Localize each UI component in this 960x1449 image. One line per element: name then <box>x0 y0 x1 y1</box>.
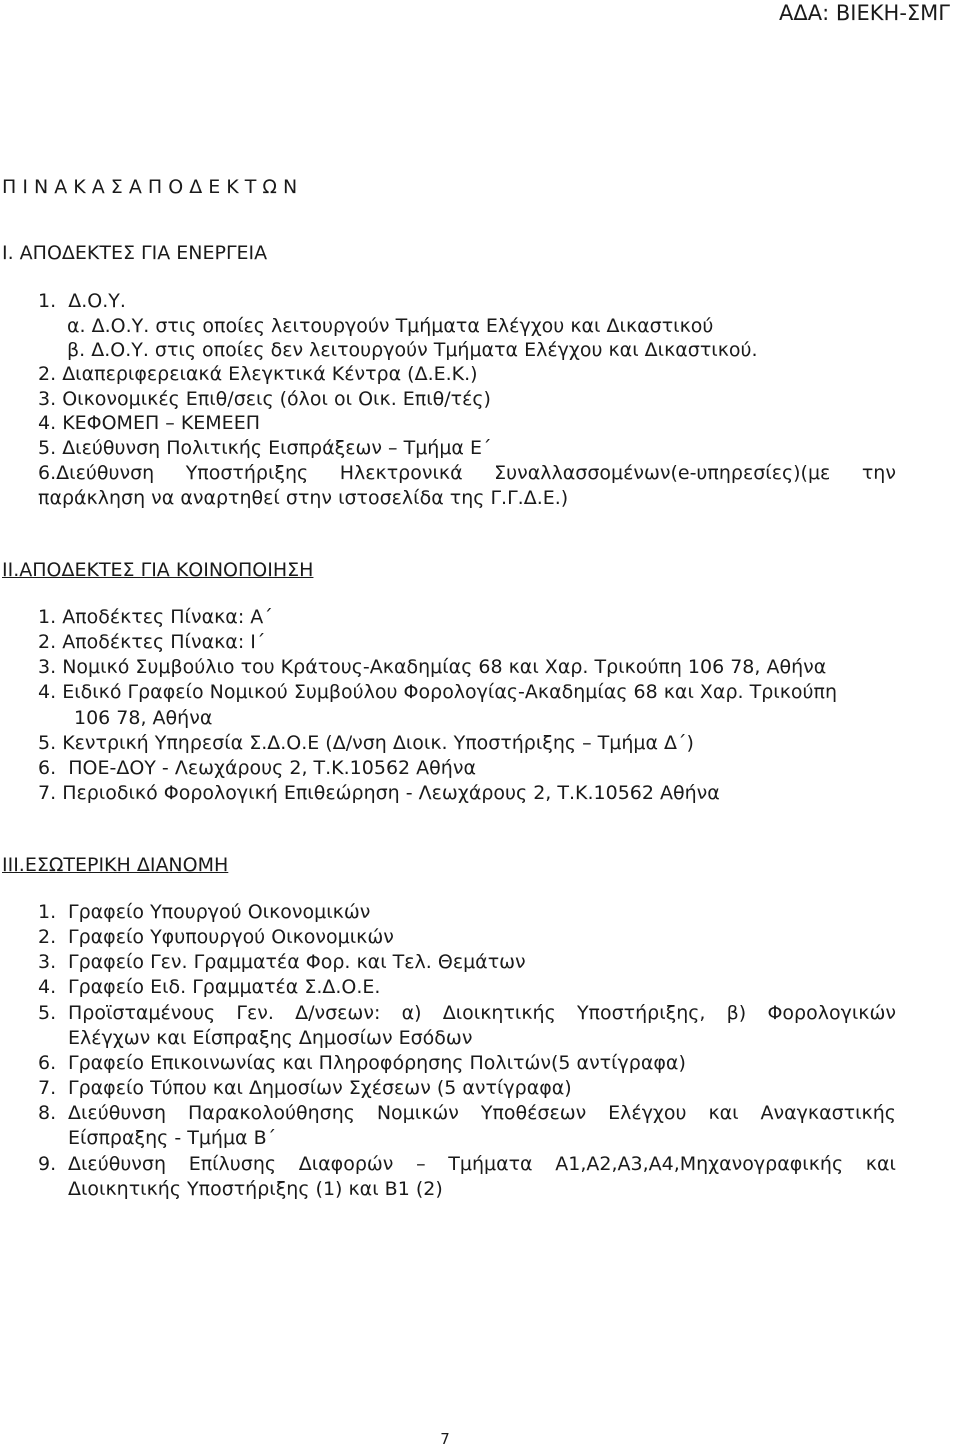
item-number: 5. <box>38 437 57 459</box>
item-text: Γραφείο Επικοινωνίας και Πληροφόρησης Πολιτών(5 αντίγραφα) <box>68 1052 686 1074</box>
word: Ελέγχου <box>608 1102 687 1124</box>
section2-item <box>38 605 273 629</box>
word: Δ/νσεων: <box>295 1002 381 1024</box>
word: την <box>861 462 896 484</box>
section3-item8-line2: Είσπραξης - Τμήμα Β΄ <box>68 1127 277 1149</box>
item-number: 4. <box>38 681 57 703</box>
section3-item8-line1 <box>68 1101 896 1125</box>
section3-item <box>38 925 394 949</box>
word: Επίλυσης <box>188 1153 277 1175</box>
section1-item5 <box>38 436 491 460</box>
section3-item <box>38 1051 686 1075</box>
item-number: 3. <box>38 388 57 410</box>
section3-item8-number: 8. <box>38 1102 57 1124</box>
word: Γεν. <box>236 1002 274 1024</box>
word: Νομικών <box>376 1102 459 1124</box>
section3-item <box>38 950 526 974</box>
item-number: 4. <box>38 412 57 434</box>
item-number: 1. <box>38 290 57 312</box>
word: Παρακολούθησης <box>187 1102 355 1124</box>
ada-code: ΑΔΑ: ΒΙΕΚΗ-ΣΜΓ <box>779 1 950 25</box>
section3-heading: ΙΙΙ.ΕΣΩΤΕΡΙΚΗ ΔΙΑΝΟΜΗ <box>2 854 229 876</box>
section1-item2 <box>38 362 478 386</box>
item-text: Αποδέκτες Πίνακα: Ι΄ <box>62 631 266 653</box>
item-text: Οικονομικές Επιθ/σεις (όλοι οι Οικ. Επιθ/τές) <box>62 388 491 410</box>
item-number: 7. <box>38 782 57 804</box>
item-number: 6. <box>38 757 57 779</box>
section3-item9-number: 9. <box>38 1153 57 1175</box>
word: Φορολογικών <box>767 1002 896 1024</box>
item-text: Γραφείο Γεν. Γραμματέα Φορ. και Τελ. Θεμάτων <box>68 951 526 973</box>
section3-item <box>38 1076 572 1100</box>
section2-item <box>38 756 476 780</box>
page-number: 7 <box>440 1430 450 1448</box>
item-number-word <box>38 461 154 485</box>
section1-item1a: α. Δ.Ο.Υ. στις οποίες λειτουργούν Τμήματα Ελέγχου και Δικαστικού <box>67 315 714 337</box>
section2-item <box>38 630 265 654</box>
section1-item4 <box>38 411 260 435</box>
word: α) <box>401 1002 422 1024</box>
item-text: Γραφείο Υπουργού Οικονομικών <box>68 901 371 923</box>
item-text: Περιοδικό Φορολογική Επιθεώρηση - Λεωχάρους 2, Τ.Κ.10562 Αθήνα <box>62 782 720 804</box>
item-number: 2. <box>38 631 57 653</box>
section2-item <box>38 781 720 805</box>
word: Υποστήριξης <box>185 462 309 484</box>
table-title: Π Ι Ν Α Κ Α Σ Α Π Ο Δ Ε Κ Τ Ω Ν <box>2 176 298 198</box>
word: Αναγκαστικής <box>760 1102 896 1124</box>
section2-item <box>38 731 694 755</box>
section1-item1b: β. Δ.Ο.Υ. στις οποίες δεν λειτουργούν Τμήματα Ελέγχου και Δικαστικού. <box>67 339 758 361</box>
section1-item3 <box>38 387 491 411</box>
section3-item9-line1 <box>68 1152 896 1176</box>
item-number: 7. <box>38 1077 57 1099</box>
word: Διεύθυνση <box>68 1102 167 1124</box>
item-number: 3. <box>38 656 57 678</box>
item-number: 2. <box>38 363 57 385</box>
item-text: Διαπεριφερειακά Ελεγκτικά Κέντρα (Δ.Ε.Κ.) <box>62 363 478 385</box>
section3-item <box>38 900 370 924</box>
word: και <box>708 1102 739 1124</box>
section2-item-continuation <box>74 706 212 730</box>
word: Διεύθυνση <box>56 462 155 484</box>
item-text: ΠΟΕ-ΔΟΥ - Λεωχάρους 2, Τ.Κ.10562 Αθήνα <box>62 757 476 779</box>
word: – <box>416 1153 426 1175</box>
word: β) <box>726 1002 747 1024</box>
word: Διεύθυνση <box>68 1153 167 1175</box>
section3-item5-number: 5. <box>38 1002 57 1024</box>
item-text: Νομικό Συμβούλιο του Κράτους-Ακαδημίας 68 και Χαρ. Τρικούπη 106 78, Αθήνα <box>62 656 827 678</box>
word: Υποστήριξης, <box>576 1002 706 1024</box>
section1-item1 <box>38 289 126 313</box>
item-number: 6. <box>38 462 57 484</box>
item-text: Ειδικό Γραφείο Νομικού Συμβούλου Φορολογίας-Ακαδημίας 68 και Χαρ. Τρικούπη <box>62 681 837 703</box>
word: Προϊσταμένους <box>68 1002 216 1024</box>
word: Α1,Α2,Α3,Α4,Μηχανογραφικής <box>555 1153 844 1175</box>
word: Υποθέσεων <box>480 1102 587 1124</box>
item-text: ΚΕΦΟΜΕΠ – ΚΕΜΕΕΠ <box>62 412 260 434</box>
item-text: Δ.Ο.Υ. <box>68 290 126 312</box>
word: Ηλεκτρονικά <box>339 462 463 484</box>
item-text: Κεντρική Υπηρεσία Σ.Δ.Ο.Ε (Δ/νση Διοικ. Υποστήριξης – Τμήμα Δ΄) <box>62 732 694 754</box>
section2-item <box>38 655 826 679</box>
section2-item <box>38 680 837 704</box>
item-number: 2. <box>38 926 57 948</box>
word: Συναλλασσομένων(e-υπηρεσίες)(με <box>494 462 831 484</box>
item-text: 106 78, Αθήνα <box>74 707 213 729</box>
item-number: 4. <box>38 976 57 998</box>
section3-item9-line2: Διοικητικής Υποστήριξης (1) και Β1 (2) <box>68 1178 443 1200</box>
item-text: Αποδέκτες Πίνακα: Α΄ <box>62 606 273 628</box>
item-text: Διεύθυνση Πολιτικής Εισπράξεων – Τμήμα Ε΄ <box>62 437 492 459</box>
item-number: 1. <box>38 606 57 628</box>
section1-item6-line1 <box>38 461 896 485</box>
section3-item <box>38 975 380 999</box>
item-number: 5. <box>38 732 57 754</box>
section2-heading: ΙΙ.ΑΠΟΔΕΚΤΕΣ ΓΙΑ ΚΟΙΝΟΠΟΙΗΣΗ <box>2 559 314 581</box>
section3-item5-line2: Ελέγχων και Είσπραξης Δημοσίων Εσόδων <box>68 1027 473 1049</box>
word: Διοικητικής <box>442 1002 556 1024</box>
word: και <box>865 1153 896 1175</box>
section1-item6-line2: παράκληση να αναρτηθεί στην ιστοσελίδα της Γ.Γ.Δ.Ε.) <box>38 487 569 509</box>
item-number: 6. <box>38 1052 57 1074</box>
item-text: Γραφείο Ειδ. Γραμματέα Σ.Δ.Ο.Ε. <box>68 976 381 998</box>
item-number: 1. <box>38 901 57 923</box>
item-text: Γραφείο Υφυπουργού Οικονομικών <box>68 926 394 948</box>
section1-heading: Ι. ΑΠΟΔΕΚΤΕΣ ΓΙΑ ΕΝΕΡΓΕΙΑ <box>2 242 268 264</box>
word: Διαφορών <box>298 1153 394 1175</box>
section3-item5-line1 <box>68 1001 896 1025</box>
item-text: Γραφείο Τύπου και Δημοσίων Σχέσεων (5 αντίγραφα) <box>68 1077 572 1099</box>
item-number: 3. <box>38 951 57 973</box>
word: Τμήματα <box>448 1153 533 1175</box>
